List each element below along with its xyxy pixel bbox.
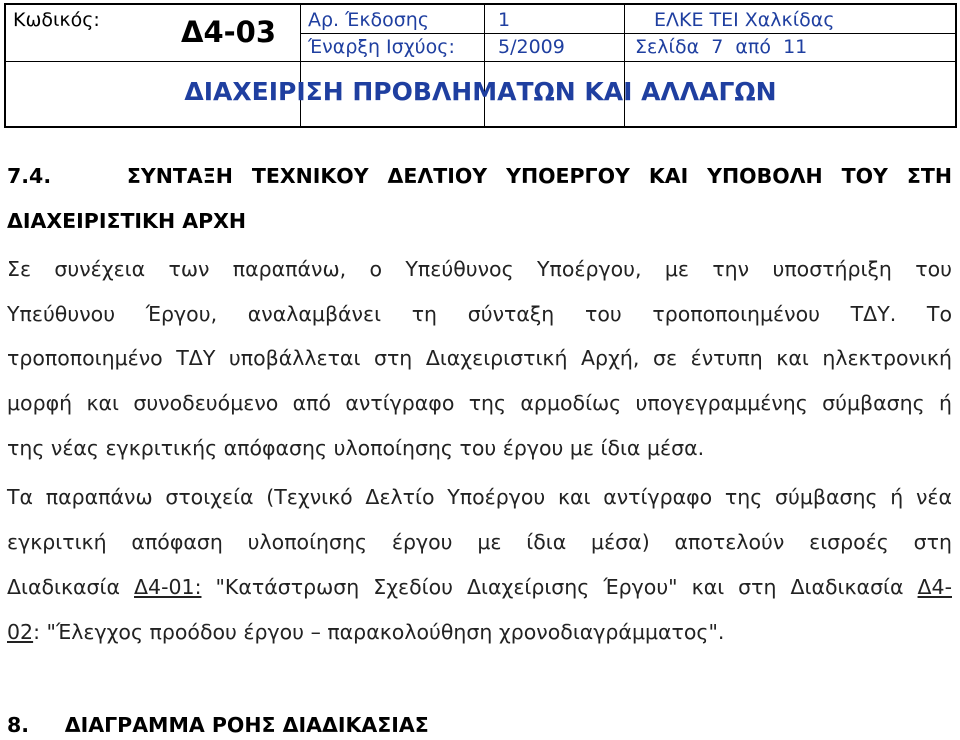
procedure-link-d4-01[interactable]: Δ4-01: xyxy=(134,575,202,599)
paragraph-2-line xyxy=(7,575,952,599)
code-label: Κωδικός: xyxy=(13,9,100,31)
procedure-link-d4-02[interactable]: Δ4- xyxy=(917,575,952,599)
procedure-title: ΔΙΑΧΕΙΡΙΣΗ ΠΡΟΒΛΗΜΑΤΩΝ ΚΑΙ ΑΛΛΑΓΩΝ xyxy=(184,77,777,106)
organization-name: ΕΛΚΕ ΤΕΙ Χαλκίδας xyxy=(654,9,835,31)
section-7-4-number: 7.4. xyxy=(7,164,52,188)
section-7-4-title-line2: ΔΙΑΧΕΙΡΙΣΤΙΚΗ ΑΡΧΗ xyxy=(7,209,247,233)
document-header xyxy=(4,3,957,128)
paragraph-1-line: μορφή και συνοδευόμενο από αντίγραφο της αρμοδίως υπογεγραμμένης σύμβασης ή xyxy=(7,391,952,415)
paragraph-2-line: εγκριτική απόφαση υλοποίησης έργου με ίδια μέσα) αποτελούν εισροές στη xyxy=(7,530,952,554)
paragraph-2-text: "Κατάστρωση Σχεδίου Διαχείρισης Έργου" και στη Διαδικασία xyxy=(201,575,918,599)
page-indicator xyxy=(635,36,807,58)
page-of-label: από xyxy=(735,36,771,58)
revision-value: 1 xyxy=(498,9,511,31)
section-8-heading xyxy=(7,713,952,737)
paragraph-2-line: Τα παραπάνω στοιχεία (Τεχνικό Δελτίο Υποέργου και αντίγραφο της σύμβασης ή νέα xyxy=(7,485,952,509)
paragraph-2-text: : "Έλεγχος προόδου έργου – παρακολούθηση χρονοδιαγράμματος". xyxy=(33,620,725,644)
paragraph-1-line: τροποποιημένο ΤΔΥ υποβάλλεται στη Διαχειριστική Αρχή, σε έντυπη και ηλεκτρονική xyxy=(7,346,952,370)
page-label: Σελίδα xyxy=(635,36,700,58)
section-8-title: ΔΙΑΓΡΑΜΜΑ ΡΟΗΣ ΔΙΑΔΙΚΑΣΙΑΣ xyxy=(64,713,429,737)
procedure-link-d4-02-cont[interactable]: 02 xyxy=(7,620,34,644)
section-8-number: 8. xyxy=(7,713,30,737)
paragraph-1-line: Σε συνέχεια των παραπάνω, ο Υπεύθυνος Υποέργου, με την υποστήριξη του xyxy=(7,257,952,281)
paragraph-2-text: Διαδικασία xyxy=(7,575,135,599)
paragraph-1-line: της νέας εγκριτικής απόφασης υλοποίησης του έργου με ίδια μέσα. xyxy=(7,436,705,460)
paragraph-1-line: Υπεύθυνου Έργου, αναλαμβάνει τη σύνταξη του τροποποιημένου ΤΔΥ. Το xyxy=(7,302,952,326)
document-code: Δ4-03 xyxy=(181,15,277,49)
page-total: 11 xyxy=(783,36,808,58)
page-number: 7 xyxy=(711,36,724,58)
effective-date-label: Έναρξη Ισχύος: xyxy=(308,36,455,58)
section-7-4-title-line1: ΣΥΝΤΑΞΗ ΤΕΧΝΙΚΟΥ ΔΕΛΤΙΟΥ ΥΠΟΕΡΓΟΥ ΚΑΙ ΥΠΟΒΟΛΗ ΤΟΥ ΣΤΗ xyxy=(126,164,952,188)
revision-label: Αρ. Έκδοσης xyxy=(308,9,429,31)
effective-date-value: 5/2009 xyxy=(498,36,565,58)
section-7-4-heading xyxy=(7,164,952,188)
paragraph-2-line xyxy=(7,620,952,644)
